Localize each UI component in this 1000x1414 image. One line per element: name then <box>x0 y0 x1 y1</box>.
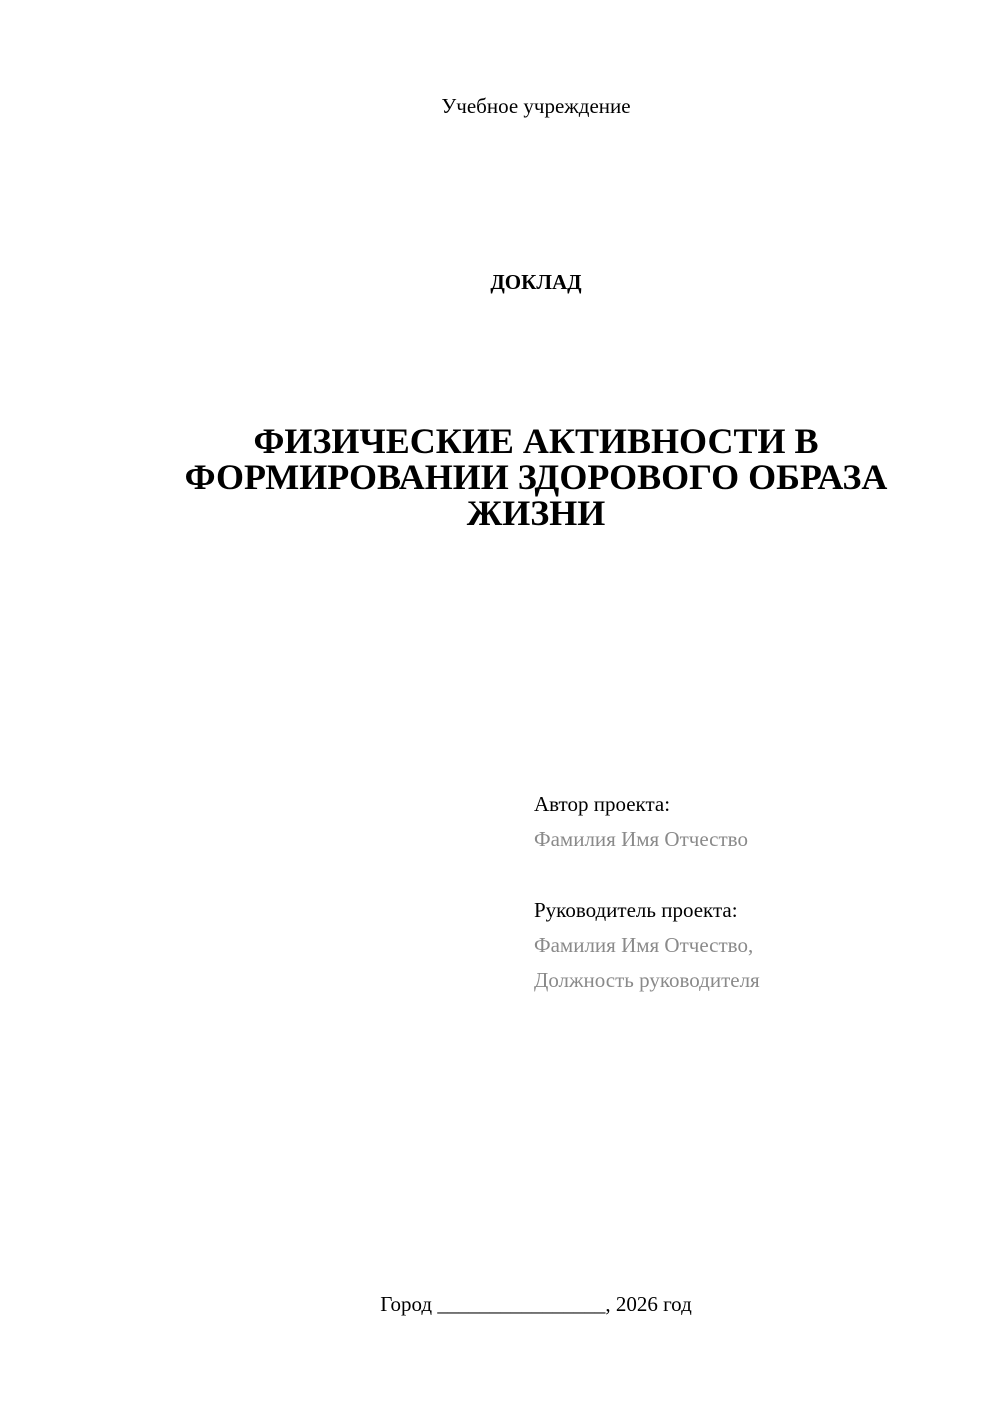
title-line: ЖИЗНИ <box>466 493 606 533</box>
supervisor-label: Руководитель проекта: <box>534 898 738 922</box>
author-label: Автор проекта: <box>534 792 671 816</box>
title-line: ФОРМИРОВАНИИ ЗДОРОВОГО ОБРАЗА <box>184 457 888 497</box>
institution-name: Учебное учреждение <box>441 94 631 118</box>
title-line: ФИЗИЧЕСКИЕ АКТИВНОСТИ В <box>253 421 819 461</box>
document-type: ДОКЛАД <box>490 270 582 294</box>
supervisor-name-placeholder: Фамилия Имя Отчество, <box>534 933 754 957</box>
supervisor-position-placeholder: Должность руководителя <box>534 968 760 992</box>
supervisor-block <box>534 893 974 998</box>
document-title <box>100 423 972 531</box>
author-name-placeholder: Фамилия Имя Отчество <box>534 827 748 851</box>
author-block <box>534 787 974 857</box>
city-year-line: Город ________________, 2026 год <box>380 1292 692 1316</box>
